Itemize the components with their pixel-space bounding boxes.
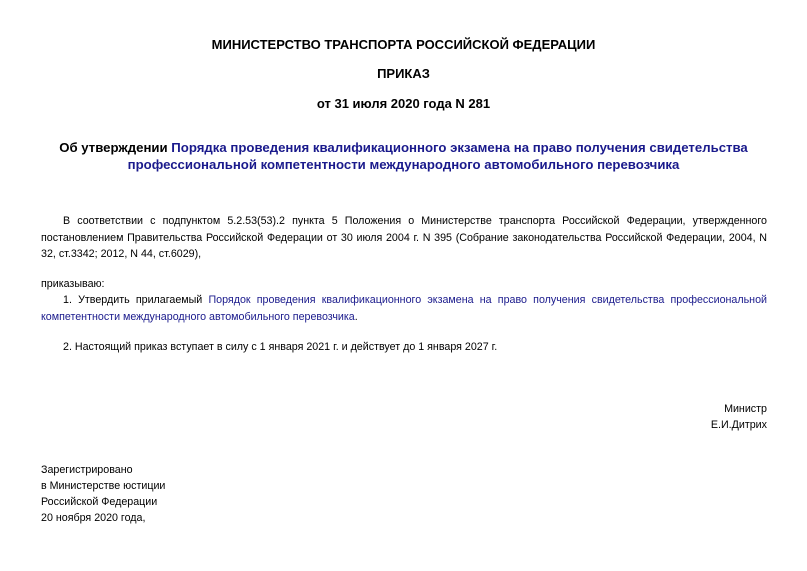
date-number-heading: от 31 июля 2020 года N 281 [316,96,491,111]
registration-line-1: Зарегистрировано [41,464,133,476]
doc-type-heading: ПРИКАЗ [377,66,430,81]
title-procedure-link[interactable]: Порядка проведения квалификационного экзамена на право получения свидетельства профессиональной компетентности международного автомобильного перевозчика [127,140,748,172]
signature-position: Министр [724,403,767,415]
preamble-paragraph: В соответствии с подпунктом 5.2.53(53).2 пункта 5 Положения о Министерстве транспорта Российской Федерации, утвержденного постановлением Правительства Российской Федерации от 30 июля 2004 г. N 395 (Собрание законодательства Российской Федерации, 2004, N 32, ст.3342; 2012, N 44, ст.6029), [41,215,767,260]
registration-line-2: в Министерстве юстиции [41,480,166,492]
registration-block [41,462,165,526]
item-2-paragraph: 2. Настоящий приказ вступает в силу с 1 января 2021 г. и действует до 1 января 2027 г. [63,341,498,353]
registration-line-3: Российской Федерации [41,496,158,508]
item-1-prefix: 1. Утвердить прилагаемый [63,294,209,306]
document-title [40,139,767,173]
ministry-heading: МИНИСТЕРСТВО ТРАНСПОРТА РОССИЙСКОЙ ФЕДЕРАЦИИ [211,37,596,52]
title-prefix: Об утверждении [59,140,172,155]
signature-name: Е.И.Дитрих [710,419,767,431]
registration-line-4: 20 ноября 2020 года, [41,512,146,524]
item-1-suffix: . [354,310,358,323]
signature-block [711,401,767,433]
item-1-procedure-link[interactable]: Порядок проведения квалификационного экзамена на право получения свидетельства профессиональной компетентности международного автомобильного перевозчика [41,294,767,323]
order-word: приказываю: [41,278,105,290]
item-1-paragraph [41,292,767,325]
